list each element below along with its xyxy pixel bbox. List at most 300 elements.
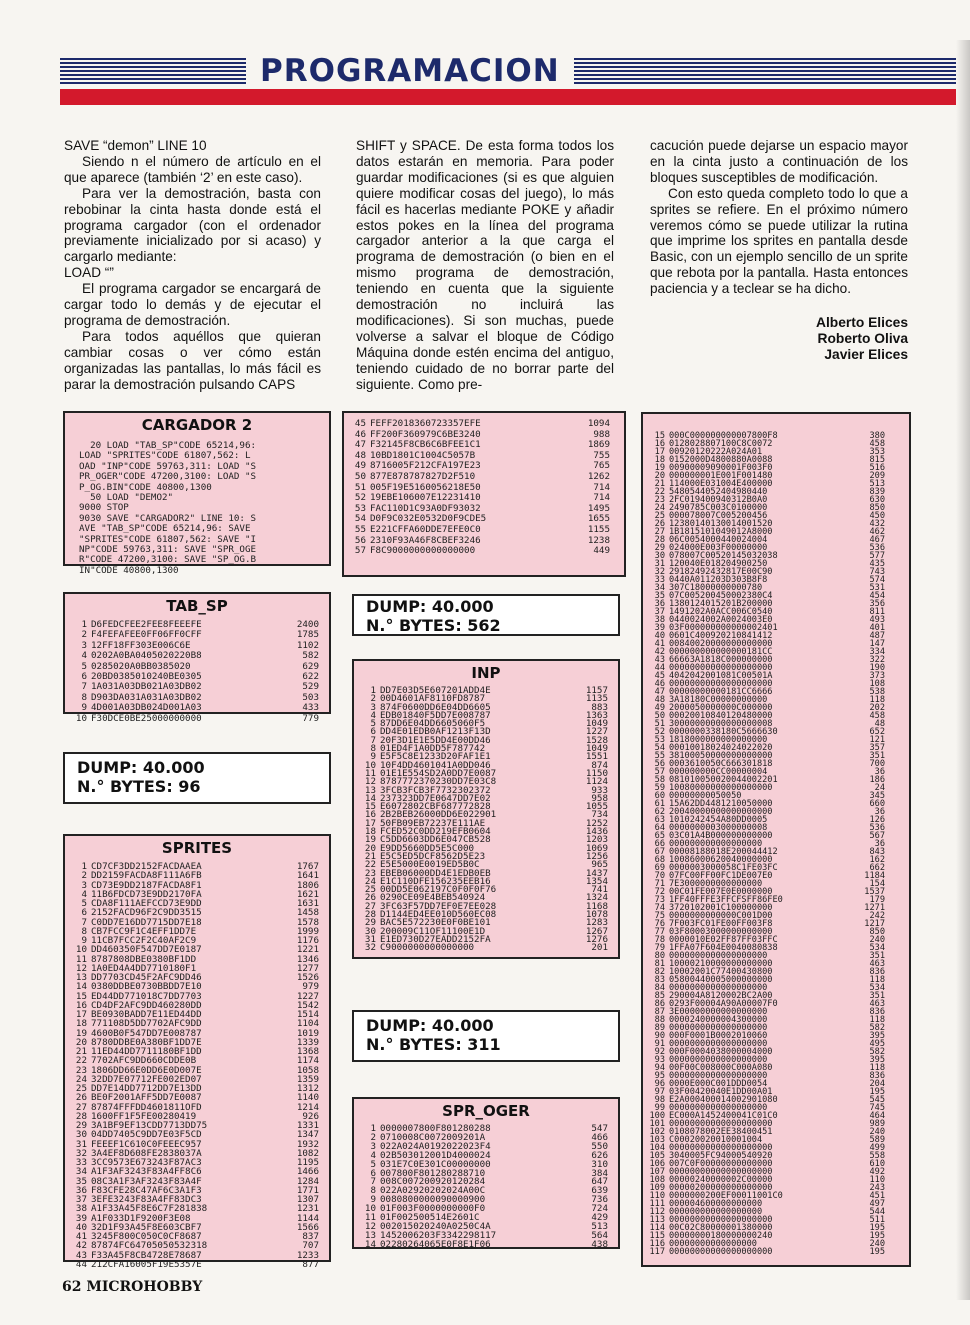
hex-data: 20F3D1E1E5DD4E00DD46: [380, 734, 491, 746]
checksum: 1155: [587, 523, 610, 535]
checksum: 458: [869, 711, 885, 721]
checksum: 743: [869, 567, 885, 577]
checksum: 513: [869, 479, 885, 489]
hex-data: A1F33A45F8E6C7F281838: [91, 1203, 208, 1215]
checksum: 322: [869, 655, 885, 665]
hex-data: 4042042001081C00501A: [669, 671, 773, 681]
hex-data: BE0930BADD7E11ED44DD: [91, 1009, 202, 1020]
line-number: 8: [370, 1185, 376, 1197]
listing-row: [358, 1238, 618, 1250]
line-number: 55: [354, 523, 366, 535]
line-number: 32: [75, 1147, 87, 1159]
hex-data: 1452006203F3342298117: [380, 1229, 497, 1241]
line-number: 20: [654, 471, 665, 481]
hex-data: 000000000000000000: [669, 839, 763, 849]
line-number: 113: [649, 1215, 665, 1225]
line-number: 111: [649, 1199, 665, 1209]
line-number: 110: [649, 1191, 665, 1201]
line-number: 6: [81, 907, 87, 919]
paragraph: El programa cargador se encargará de cargar todo lo demás y de ejecutar el programa de demostración.: [64, 281, 321, 328]
checksum: 1363: [585, 709, 608, 721]
hex-data: 1380124015201B200000: [669, 599, 773, 609]
checksum: 745: [869, 1103, 885, 1113]
line-number: 38: [75, 1203, 87, 1215]
hex-data: 00920120222A024A01: [669, 447, 763, 457]
line-number: 16: [364, 809, 376, 821]
checksum: 610: [869, 1159, 885, 1169]
checksum: 700: [869, 759, 885, 769]
line-number: 30: [654, 551, 665, 561]
line-number: 41: [75, 1231, 87, 1242]
line-number: 23: [654, 495, 665, 505]
hex-data: 87874FFFDD4601811OFD: [91, 1101, 202, 1113]
line-number: 13: [75, 972, 87, 983]
checksum: 1514: [296, 1009, 319, 1020]
listing-row: [69, 1260, 329, 1269]
checksum: 965: [591, 859, 608, 871]
checksum: 395: [869, 1055, 885, 1065]
hex-data: 15A62DD4481210050000: [669, 799, 773, 809]
checksum: 195: [869, 1231, 885, 1241]
paragraph: Con esto queda completo todo lo que a sprites se refiere. En el próximo número veremos cómo se puede utilizar la rutina que imprime los sprites en pantalla desde Basic, con un ejemplo sencillo de un sprite que rebota por la pantalla. Hasta entonces paciencia y a teclear se ha dicho.: [650, 185, 908, 297]
hex-data: EDB01840F5DD7E008787: [380, 709, 491, 721]
hex-data: A1F033D1F9200F3E08: [91, 1212, 191, 1224]
checksum: 1284: [296, 1175, 319, 1187]
article-column-2: [356, 138, 614, 393]
hex-data: 000F0004038000004000: [669, 1047, 773, 1057]
line-number: 28: [654, 535, 665, 545]
hex-data: 0293F00004A90A00007F0: [669, 999, 778, 1009]
hex-data: 32DD7E07712FE002ED07: [91, 1073, 202, 1085]
checksum: 195: [869, 1247, 885, 1257]
hex-data: 000C000000000007800F8: [669, 431, 778, 441]
line-number: 92: [654, 1047, 665, 1057]
line-number: 11: [364, 767, 376, 779]
checksum: 1655: [587, 513, 610, 525]
basic-line: 9030 SAVE "CARGADOR2" LINE 10: S: [79, 512, 257, 524]
checksum: 190: [869, 663, 885, 673]
basic-line: NP"CODE 59763,311: SAVE "SPR_OGE: [79, 544, 257, 556]
checksum: 536: [869, 543, 885, 553]
checksum: 1124: [585, 776, 608, 788]
hex-data: 10086000620040000000: [669, 855, 773, 865]
hex-listing: [643, 414, 909, 1256]
hex-data: 3A1BF9EF13CDD7713DD75: [91, 1120, 208, 1131]
article-column-1: [64, 138, 321, 393]
hex-data: FEFF2018360723357EFE: [370, 418, 481, 429]
hex-data: E5C5ED5DCF8562D5E23: [380, 850, 486, 862]
line-number: 43: [654, 655, 665, 665]
hex-data: 000000000CC00000004: [669, 767, 768, 777]
hex-data: C5DD6603DD6E047CB528: [380, 834, 491, 846]
checksum: 463: [869, 999, 885, 1009]
line-number: 7: [81, 681, 87, 693]
checksum: 811: [869, 607, 885, 617]
hex-data: 00020010840120480000: [669, 711, 773, 721]
line-number: 11: [75, 953, 87, 965]
line-number: 64: [654, 823, 665, 833]
checksum: 351: [869, 751, 885, 761]
line-number: 27: [364, 900, 376, 912]
hex-data: 007C0F00000000000000: [669, 1159, 773, 1169]
checksum: 1436: [585, 826, 608, 838]
hex-data: 3CC9573E673243F87AC3: [91, 1157, 202, 1168]
hex-data: 000F0001B0002010060: [669, 1031, 768, 1041]
checksum: 242: [869, 911, 885, 921]
line-number: 91: [654, 1039, 665, 1049]
hex-data: FAC110D1C93A0DF93032: [370, 502, 481, 514]
line-number: 18: [364, 826, 376, 838]
hex-data: 0128028807100C8C0072: [669, 439, 773, 449]
line-number: 32: [364, 942, 376, 954]
hex-data: FEEEF1C610C0FEEEC957: [91, 1138, 202, 1150]
checksum: 1276: [585, 933, 608, 945]
checksum: 1537: [864, 887, 885, 897]
hex-data: 022A024A0192022023F4: [380, 1140, 491, 1152]
checksum: 1174: [296, 1055, 319, 1067]
line-number: 94: [654, 1063, 665, 1073]
hex-data: 8716005F212CFA197E23: [370, 460, 481, 472]
hex-data: 2000050000000C000000: [669, 703, 773, 713]
checksum: 1221: [296, 944, 319, 956]
hex-data: 1FF40FFFE3FFCFSFF86FE0: [669, 895, 783, 905]
line-number: 15: [364, 801, 376, 813]
line-number: 96: [654, 1079, 665, 1089]
checksum: 755: [593, 449, 610, 461]
line-number: 19: [75, 1027, 87, 1039]
checksum: 1495: [587, 502, 610, 514]
author-name: Alberto Elices: [815, 315, 908, 331]
line-number: 26: [75, 1092, 87, 1104]
checksum: 357: [869, 743, 885, 753]
line-number: 108: [649, 1175, 665, 1185]
hex-data: CDA8F111AEFCCD73E9DD: [91, 898, 202, 909]
checksum: 1437: [585, 867, 608, 879]
hex-data: 000000000000000000: [669, 1207, 763, 1217]
checksum: 582: [869, 1023, 885, 1033]
checksum: 734: [591, 809, 608, 821]
checksum: 1078: [585, 909, 608, 921]
checksum: 1347: [296, 1129, 319, 1141]
line-number: 5: [81, 898, 87, 909]
line-number: 4: [81, 650, 87, 662]
checksum: 1231: [296, 1203, 319, 1215]
hex-data: 50FB09EB72237E111AE: [380, 817, 486, 829]
checksum: 531: [869, 583, 885, 593]
line-number: 31: [75, 1138, 87, 1150]
checksum: 1869: [587, 439, 610, 451]
checksum: 1932: [296, 1138, 319, 1150]
line-number: 30: [75, 1129, 87, 1141]
checksum: 1767: [296, 861, 319, 872]
checksum: 438: [591, 1238, 608, 1250]
line-number: 17: [75, 1009, 87, 1020]
line-number: 5: [370, 1158, 376, 1170]
line-number: 2: [81, 870, 87, 882]
checksum: 1368: [296, 1046, 319, 1057]
hex-data: E1C110DFE156235EEB16: [380, 875, 491, 887]
line-number: 78: [654, 935, 665, 945]
hex-data: 0108078002EE38400451: [669, 1127, 773, 1137]
hex-data: EC000A1452400041C01C0: [669, 1111, 778, 1121]
dump-bytes: N.° BYTES: 562: [366, 616, 501, 635]
line-number: 21: [364, 850, 376, 862]
line-number: 1: [370, 685, 376, 696]
checksum: 1094: [587, 418, 610, 429]
checksum: 384: [591, 1167, 608, 1179]
checksum: 433: [302, 702, 319, 714]
checksum: 186: [869, 775, 885, 785]
checksum: 118: [869, 1015, 885, 1025]
checksum: 449: [593, 545, 610, 557]
line-number: 45: [654, 671, 665, 681]
line-number: 54: [654, 743, 665, 753]
hex-data: E5F5C8E1233D20FAF1E1: [380, 751, 491, 763]
line-number: 67: [654, 847, 665, 857]
checksum: 1233: [296, 1249, 319, 1261]
hex-data: 00DD5E062197C0F0F0F76: [380, 884, 497, 896]
dump-box-inp: [352, 1010, 620, 1062]
hex-data: 3EFE3243F83A4FF83DC3: [91, 1194, 202, 1205]
line-number: 22: [75, 1055, 87, 1067]
hex-listing: [65, 616, 329, 724]
checksum: 1217: [864, 919, 885, 929]
hex-data: 30000000000000000008: [669, 719, 773, 729]
hex-data: 8780DDBE0A380BF1DD7E: [91, 1036, 202, 1048]
checksum: 503: [302, 691, 319, 703]
checksum: 1195: [296, 1157, 319, 1168]
hex-data: 00000200000000000000: [669, 1183, 773, 1193]
checksum: 1458: [296, 907, 319, 919]
line-number: 14: [364, 1238, 376, 1250]
hex-data: 5480544052404980440: [669, 487, 768, 497]
checksum: 741: [591, 884, 608, 896]
checksum: 639: [591, 1185, 608, 1197]
checksum: 1267: [585, 925, 608, 937]
line-number: 12: [364, 776, 376, 788]
checksum: 493: [869, 615, 885, 625]
hex-data: 031E7C0E301C00000000: [380, 1158, 491, 1170]
hex-data: 11CB7FCC2F2C40AF2C9: [91, 935, 197, 946]
hex-data: 03F000000000000002401: [669, 623, 778, 633]
basic-line: LOAD "SPRITES"CODE 61807,562: L: [79, 450, 251, 462]
hex-data: 10002001C77400430800: [669, 967, 773, 977]
checksum: 240: [869, 1127, 885, 1137]
line-number: 115: [649, 1231, 665, 1241]
section-title: PROGRAMACION: [246, 52, 574, 90]
hex-data: 32D1F93A45F8E603CBF7: [91, 1221, 202, 1233]
hex-data: 1FFA07F604E0040080838: [669, 943, 778, 953]
checksum: 36: [874, 807, 885, 817]
line-number: 9: [370, 1194, 376, 1206]
hex-data: 38100050000000000000: [669, 751, 773, 761]
checksum: 240: [869, 1239, 885, 1249]
checksum: 1999: [296, 925, 319, 937]
checksum: 118: [869, 695, 885, 705]
line-number: 74: [654, 903, 665, 913]
hex-data: ED44DD771018C7DD7703: [91, 990, 202, 1002]
checksum: 243: [869, 1183, 885, 1193]
checksum: 1466: [296, 1166, 319, 1178]
hex-data: 8787808DBE0380BF1DD: [91, 953, 197, 965]
basic-line: IN"CODE 40800,1300: [79, 564, 179, 576]
listing-row: [348, 472, 624, 483]
hex-data: E221CFFA60DDE7EFE0C0: [370, 523, 481, 535]
line-number: 117: [649, 1247, 665, 1257]
line-number: 14: [75, 981, 87, 993]
line-number: 42: [75, 1240, 87, 1252]
hex-data: 00840020000000000000: [669, 639, 773, 649]
line-number: 47: [354, 439, 366, 451]
line-number: 53: [654, 735, 665, 745]
line-number: 84: [654, 983, 665, 993]
page-number: 62: [62, 1279, 82, 1295]
hex-data: 00000000000000000: [669, 1239, 757, 1249]
line-number: 83: [654, 975, 665, 985]
line-number: 4: [81, 888, 87, 900]
basic-line: PR_OGER"CODE 47200,3100: LOAD "S: [79, 471, 257, 483]
checksum: 1140: [296, 1092, 319, 1104]
line-number: 31: [364, 933, 376, 945]
checksum: 513: [591, 1220, 608, 1232]
line-number: 10: [364, 759, 376, 771]
line-number: 86: [654, 999, 665, 1009]
checksum: 843: [869, 847, 885, 857]
line-number: 10: [75, 944, 87, 956]
hex-data: 00010018024024022020: [669, 743, 773, 753]
hex-data: 00000000000000000000: [669, 663, 773, 673]
dump-address: DUMP: 40.000: [77, 758, 205, 777]
listing-row: [69, 714, 329, 724]
checksum: 1058: [296, 1064, 319, 1076]
line-number: 66: [654, 839, 665, 849]
checksum: 933: [591, 784, 608, 796]
line-number: 57: [654, 767, 665, 777]
checksum: 487: [869, 631, 885, 641]
line-number: 70: [654, 871, 665, 881]
line-number: 51: [354, 481, 366, 493]
dump-address: DUMP: 40.000: [366, 1016, 494, 1035]
line-number: 79: [654, 943, 665, 953]
hex-data: 0000010E02FF87FF03FFC: [669, 935, 778, 945]
checksum: 836: [869, 967, 885, 977]
checksum: 1104: [296, 1018, 319, 1030]
hex-data: 00000000000000000000: [669, 1119, 773, 1129]
checksum: 209: [869, 471, 885, 481]
hex-data: 02280264065E0F8E1F06: [380, 1238, 491, 1250]
line-number: 3: [81, 639, 87, 651]
hex-data: D6FEDCFEE2FEE8FEEEFE: [91, 619, 202, 630]
cargador-listing-box: [63, 411, 331, 576]
basic-line: OAD "INP"CODE 59763,311: LOAD "S: [79, 460, 257, 472]
line-number: 34: [654, 583, 665, 593]
checksum: 345: [869, 791, 885, 801]
line-number: 31: [654, 559, 665, 569]
line-number: 43: [75, 1249, 87, 1261]
hex-data: DD7E03D5E607201ADD4E: [380, 685, 491, 696]
checksum: 1176: [296, 935, 319, 946]
checksum: 467: [869, 535, 885, 545]
line-number: 6: [370, 1167, 376, 1179]
line-number: 46: [654, 679, 665, 689]
checksum: 550: [591, 1140, 608, 1152]
line-number: 14: [364, 792, 376, 804]
checksum: 577: [869, 551, 885, 561]
line-number: 72: [654, 887, 665, 897]
checksum: 989: [869, 1119, 885, 1129]
line-number: 48: [654, 695, 665, 705]
hex-data: 00000000000000000000: [669, 679, 773, 689]
line-number: 116: [649, 1239, 665, 1249]
hex-data: E6072802CBF687772828: [380, 801, 491, 813]
hex-data: 00000000050050: [669, 791, 742, 801]
line-number: 9: [370, 751, 376, 763]
hex-data: 00C02C80000001380000: [669, 1223, 773, 1233]
line-number: 99: [654, 1103, 665, 1113]
line-number: 4: [370, 709, 376, 721]
hex-data: D903DA031A031A03DB02: [91, 691, 202, 703]
hex-data: CB7FCC9F1C4EFF1DD7E: [91, 925, 197, 937]
hex-data: 0000000000000000000: [669, 1055, 768, 1065]
line-number: 23: [75, 1064, 87, 1076]
hex-data: 212CFA16005F19E5357E: [91, 1258, 202, 1270]
line-number: 20: [75, 1036, 87, 1048]
line-number: 32: [654, 567, 665, 577]
paragraph: Para todos aquéllos que quieran cambiar cosas o ver cómo están organizadas las pantallas, lo más fácil es parar la demostración pulsando CAPS: [64, 328, 321, 392]
hex-data: BE0F2001AFF5DD7E0087: [91, 1092, 202, 1104]
checksum: 1277: [296, 962, 319, 974]
checksum: 1324: [585, 892, 608, 904]
hex-data: 2B2BEB26000DD6E022901: [380, 809, 497, 821]
checksum: 118: [869, 1063, 885, 1073]
line-number: 18: [75, 1018, 87, 1030]
hex-data: DD2159FACDA8F111A6FB: [91, 870, 202, 882]
hex-data: 03C01A4B000000000000: [669, 831, 773, 841]
checksum: 466: [591, 1131, 608, 1143]
line-number: 73: [654, 895, 665, 905]
hex-data: 3720102001C100000000: [669, 903, 773, 913]
checksum: 495: [869, 1039, 885, 1049]
line-number: 39: [75, 1212, 87, 1224]
dump-box-sprites: [352, 594, 620, 636]
checksum: 736: [591, 1194, 608, 1206]
line-number: 2: [370, 1131, 376, 1143]
hex-data: FF200F360979C6BE3240: [370, 428, 481, 440]
checksum: 202: [869, 703, 885, 713]
line-number: 33: [75, 1157, 87, 1168]
hex-data: 0710008C0072009201A: [380, 1131, 486, 1143]
checksum: 121: [869, 735, 885, 745]
checksum: 1806: [296, 879, 319, 891]
line-number: 8: [81, 925, 87, 937]
hex-data: EBEB06000DD4E1EDB0EB: [380, 867, 491, 879]
checksum: 534: [869, 983, 885, 993]
hex-data: 11ED44DD7711180BF1DD: [91, 1046, 202, 1057]
line-number: 1: [370, 1123, 376, 1134]
line-number: 22: [654, 487, 665, 497]
listing-title: SPRITES: [161, 839, 233, 857]
dump-box-tab-sp: [63, 752, 331, 804]
checksum: 1621: [296, 888, 319, 900]
basic-line: "SPRITES"CODE 61807,562: SAVE "I: [79, 533, 257, 545]
header-red-band: [60, 89, 970, 105]
paragraph: LOAD “”: [64, 265, 114, 281]
line-number: 77: [654, 927, 665, 937]
checksum: 380: [869, 431, 885, 441]
listing-title: SPR_OGER: [442, 1102, 530, 1120]
hex-data: 0000000000000C001D00: [669, 911, 773, 921]
checksum: 883: [591, 701, 608, 713]
